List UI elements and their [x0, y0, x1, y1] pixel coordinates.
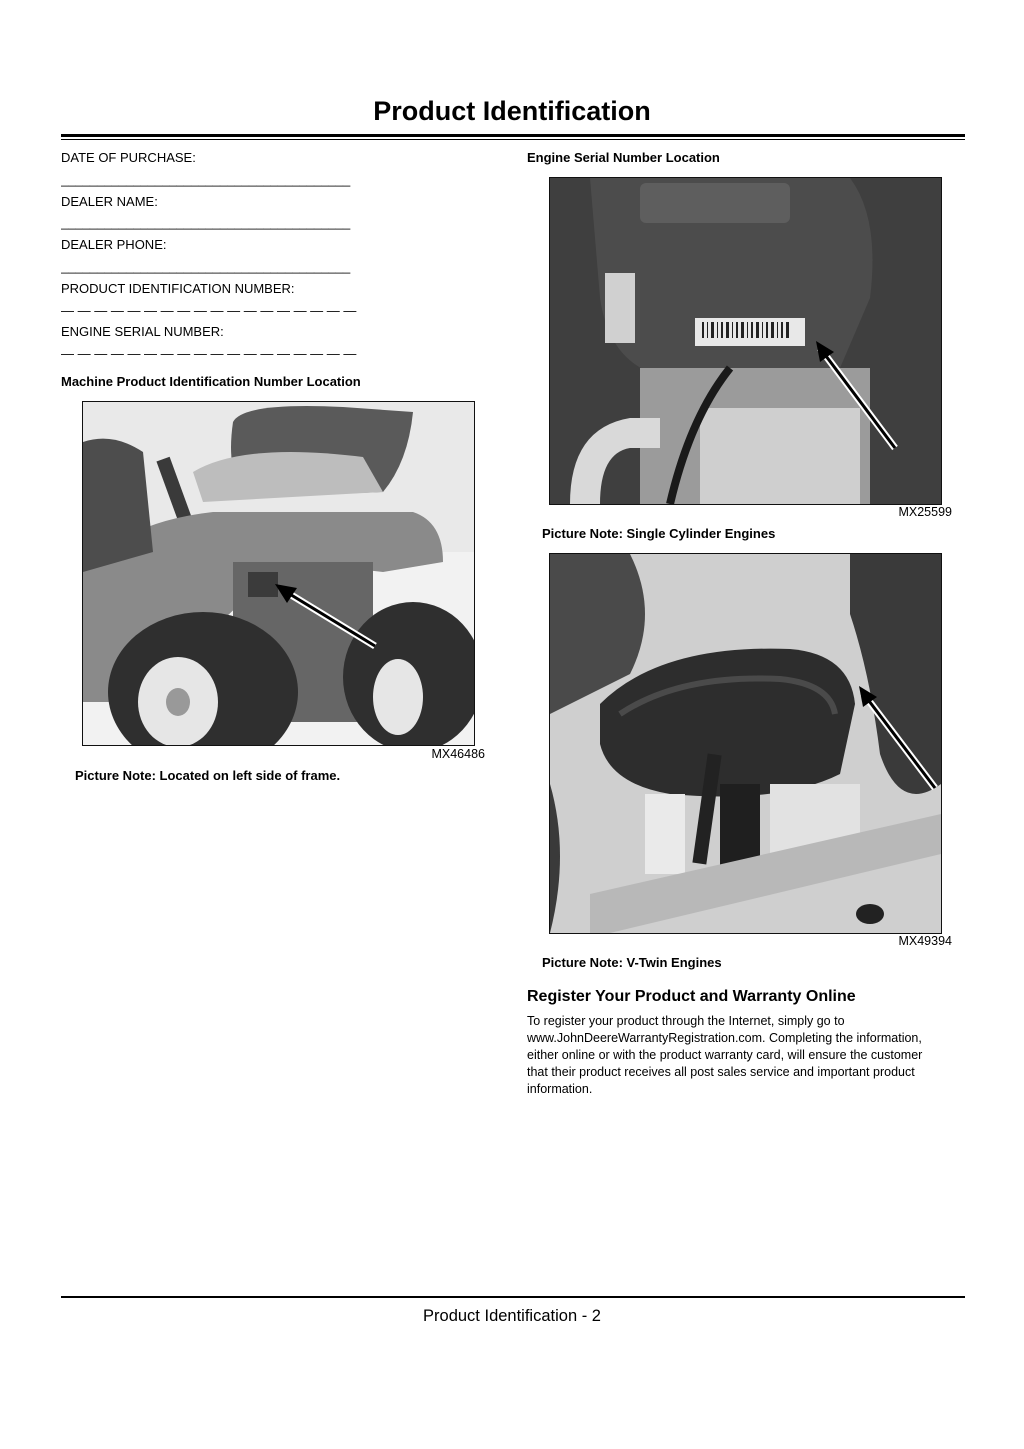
- product-id-number-blank: — — — — — — — — — — — — — — — — — —: [61, 303, 357, 318]
- engine-serial-number-blank: — — — — — — — — — — — — — — — — — —: [61, 346, 357, 361]
- footer-rule: [61, 1296, 965, 1298]
- register-product-paragraph: [527, 1013, 957, 1098]
- register-line: To register your product through the Internet, simply go to: [527, 1014, 845, 1028]
- date-of-purchase-label: DATE OF PURCHASE:: [61, 150, 196, 165]
- tractor-illustration: [83, 402, 474, 745]
- product-id-number-label: PRODUCT IDENTIFICATION NUMBER:: [61, 281, 295, 296]
- single-cylinder-figure-id: MX25599: [898, 505, 952, 519]
- register-product-heading: Register Your Product and Warranty Online: [527, 988, 856, 1005]
- machine-pin-location-photo: [82, 401, 475, 746]
- single-cylinder-engine-illustration: [550, 178, 941, 504]
- dealer-phone-label: DEALER PHONE:: [61, 237, 167, 252]
- machine-figure-id: MX46486: [431, 747, 485, 761]
- v-twin-picture-note: Picture Note: V-Twin Engines: [542, 955, 722, 970]
- page-footer: Product Identification - 2: [423, 1307, 601, 1325]
- engine-serial-location-heading: Engine Serial Number Location: [527, 150, 720, 165]
- title-rule-thick: [61, 134, 965, 137]
- page-title: Product Identification: [373, 96, 651, 126]
- register-line: that their product receives all post sales service and important product: [527, 1065, 915, 1079]
- register-line: information.: [527, 1082, 593, 1096]
- register-line: either online or with the product warranty card, will ensure the customer: [527, 1048, 923, 1062]
- v-twin-engine-photo: [549, 553, 942, 934]
- dealer-name-label: DEALER NAME:: [61, 194, 158, 209]
- register-line: www.JohnDeereWarrantyRegistration.com. Completing the information,: [527, 1031, 922, 1045]
- v-twin-figure-id: MX49394: [898, 934, 952, 948]
- machine-picture-note: Picture Note: Located on left side of frame.: [75, 768, 341, 783]
- title-rule-thin: [61, 139, 965, 140]
- date-of-purchase-blank: ________________________________________: [61, 172, 351, 187]
- v-twin-engine-illustration: [550, 554, 941, 933]
- single-cylinder-picture-note: Picture Note: Single Cylinder Engines: [542, 526, 776, 541]
- dealer-name-blank: ________________________________________: [61, 215, 351, 230]
- dealer-phone-blank: ________________________________________: [61, 259, 351, 274]
- machine-pin-location-heading: Machine Product Identification Number Location: [61, 374, 361, 389]
- engine-serial-number-label: ENGINE SERIAL NUMBER:: [61, 324, 224, 339]
- single-cylinder-engine-photo: [549, 177, 942, 505]
